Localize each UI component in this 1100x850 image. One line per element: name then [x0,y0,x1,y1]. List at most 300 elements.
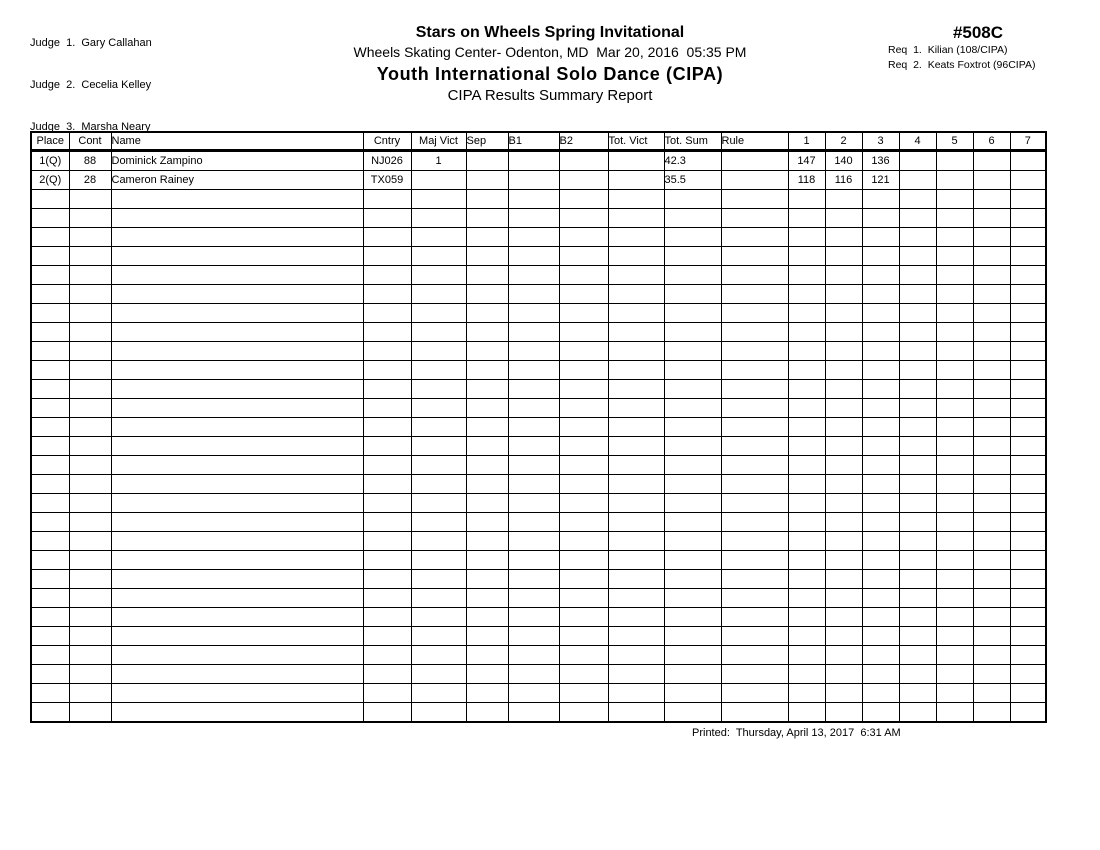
cell-place [31,456,69,475]
cell-cntry: TX059 [363,171,411,190]
cell-cont [69,494,111,513]
table-header-row [31,132,1046,151]
cell-tot_vict [608,608,664,627]
table-row-empty [31,399,1046,418]
cell-j1 [788,209,825,228]
cell-tot_sum [664,247,721,266]
cell-maj_vict [411,399,466,418]
cell-name [111,532,363,551]
requirement-line-2: Req 2. Keats Foxtrot (96CIPA) [888,58,1036,71]
table-row-empty [31,361,1046,380]
cell-maj_vict [411,646,466,665]
cell-b2 [559,380,608,399]
column-header-cntry: Cntry [363,132,411,151]
report-name: CIPA Results Summary Report [447,87,653,104]
column-header-sep: Sep [466,132,508,151]
cell-tot_sum [664,209,721,228]
cell-rule [721,437,788,456]
column-header-maj_vict: Maj Vict [411,132,466,151]
cell-cont [69,627,111,646]
cell-tot_vict [608,437,664,456]
cell-rule [721,456,788,475]
cell-rule [721,151,788,171]
cell-j7 [1010,475,1046,494]
cell-sep [466,627,508,646]
cell-sep [466,570,508,589]
cell-place [31,570,69,589]
table-row-empty [31,665,1046,684]
cell-j5 [936,342,973,361]
cell-j3 [862,247,899,266]
cell-j7 [1010,323,1046,342]
cell-b1 [508,456,559,475]
cell-rule [721,361,788,380]
cell-place: 2(Q) [31,171,69,190]
cell-b2 [559,342,608,361]
cell-j6 [973,608,1010,627]
cell-j6 [973,418,1010,437]
cell-cont [69,551,111,570]
cell-tot_sum [664,456,721,475]
table-row [31,151,1046,171]
cell-j5 [936,266,973,285]
cell-cntry [363,285,411,304]
cell-tot_sum [664,323,721,342]
cell-cntry [363,456,411,475]
cell-j1: 118 [788,171,825,190]
cell-j3 [862,589,899,608]
cell-j1 [788,304,825,323]
cell-place: 1(Q) [31,151,69,171]
cell-j6 [973,665,1010,684]
cell-tot_sum [664,665,721,684]
cell-tot_sum [664,646,721,665]
cell-tot_sum [664,551,721,570]
cell-j3 [862,342,899,361]
table-row-empty [31,494,1046,513]
cell-j6 [973,570,1010,589]
cell-j2 [825,266,862,285]
cell-j7 [1010,532,1046,551]
cell-tot_vict [608,399,664,418]
cell-sep [466,532,508,551]
cell-tot_vict [608,380,664,399]
table-row-empty [31,551,1046,570]
venue-date-line: Wheels Skating Center- Odenton, MD Mar 20, 2016 05:35 PM [353,44,747,60]
cell-tot_sum [664,361,721,380]
cell-maj_vict [411,665,466,684]
cell-j4 [899,684,936,703]
table-row-empty [31,190,1046,209]
cell-b1 [508,342,559,361]
cell-cntry [363,247,411,266]
cell-tot_vict [608,266,664,285]
cell-cntry [363,684,411,703]
cell-j6 [973,171,1010,190]
cell-cont [69,361,111,380]
cell-b1 [508,361,559,380]
cell-cont [69,285,111,304]
cell-place [31,494,69,513]
cell-tot_sum [664,285,721,304]
cell-j3 [862,361,899,380]
cell-b2 [559,399,608,418]
table-row-empty [31,627,1046,646]
cell-maj_vict [411,475,466,494]
cell-maj_vict [411,171,466,190]
cell-j5 [936,570,973,589]
cell-j5 [936,399,973,418]
column-header-j2: 2 [825,132,862,151]
cell-cntry [363,228,411,247]
cell-j1 [788,570,825,589]
cell-sep [466,285,508,304]
cell-b2 [559,323,608,342]
cell-rule [721,475,788,494]
cell-cntry [363,266,411,285]
cell-j3 [862,228,899,247]
cell-j1 [788,285,825,304]
cell-maj_vict [411,532,466,551]
cell-maj_vict [411,418,466,437]
cell-cont [69,684,111,703]
cell-cont [69,190,111,209]
cell-j6 [973,399,1010,418]
cell-j4 [899,190,936,209]
cell-j1 [788,608,825,627]
cell-j7 [1010,399,1046,418]
cell-maj_vict [411,437,466,456]
cell-name [111,627,363,646]
cell-tot_vict [608,209,664,228]
cell-j7 [1010,665,1046,684]
table-row-empty [31,285,1046,304]
cell-j1 [788,342,825,361]
cell-j4 [899,608,936,627]
cell-b2 [559,437,608,456]
cell-b1 [508,570,559,589]
cell-place [31,380,69,399]
cell-name [111,418,363,437]
cell-j3 [862,513,899,532]
cell-cntry [363,703,411,723]
cell-j1 [788,665,825,684]
table-row-empty [31,228,1046,247]
cell-j4 [899,570,936,589]
cell-sep [466,418,508,437]
cell-cntry [363,589,411,608]
cell-name [111,323,363,342]
cell-name [111,380,363,399]
cell-rule [721,266,788,285]
cell-cont [69,228,111,247]
cell-cont [69,456,111,475]
cell-name [111,570,363,589]
cell-j6 [973,646,1010,665]
table-row-empty [31,684,1046,703]
cell-j4 [899,456,936,475]
cell-sep [466,551,508,570]
requirement-line-1: Req 1. Kilian (108/CIPA) [888,44,1008,56]
cell-b2 [559,151,608,171]
cell-cntry [363,304,411,323]
cell-rule [721,494,788,513]
cell-tot_sum [664,608,721,627]
cell-place [31,608,69,627]
cell-rule [721,380,788,399]
cell-cont [69,589,111,608]
column-header-place: Place [31,132,69,151]
cell-b2 [559,475,608,494]
cell-j1 [788,589,825,608]
cell-j3 [862,285,899,304]
cell-j5 [936,285,973,304]
cell-b2 [559,494,608,513]
cell-j1 [788,361,825,380]
cell-tot_sum [664,513,721,532]
event-info-block [888,23,1068,72]
cell-b2 [559,513,608,532]
cell-b2 [559,285,608,304]
cell-j5 [936,323,973,342]
competition-title: Stars on Wheels Spring Invitational [415,24,685,41]
cell-j1 [788,228,825,247]
cell-j1 [788,475,825,494]
cell-j7 [1010,494,1046,513]
event-title: Youth International Solo Dance (CIPA) [376,64,724,84]
cell-j1 [788,494,825,513]
cell-j7 [1010,703,1046,723]
cell-maj_vict [411,209,466,228]
cell-tot_vict [608,646,664,665]
cell-tot_vict [608,570,664,589]
cell-sep [466,399,508,418]
cell-rule [721,342,788,361]
cell-j5 [936,228,973,247]
cell-j5 [936,304,973,323]
cell-b2 [559,247,608,266]
cell-rule [721,323,788,342]
cell-j2 [825,608,862,627]
cell-j7 [1010,570,1046,589]
cell-j6 [973,151,1010,171]
cell-j7 [1010,209,1046,228]
cell-name: Dominick Zampino [111,151,363,171]
cell-cont [69,665,111,684]
cell-j5 [936,646,973,665]
cell-rule [721,418,788,437]
cell-cont [69,342,111,361]
cell-sep [466,247,508,266]
cell-j5 [936,437,973,456]
table-row-empty [31,703,1046,723]
cell-tot_sum [664,228,721,247]
cell-place [31,190,69,209]
column-header-cont: Cont [69,132,111,151]
cell-cont [69,703,111,723]
cell-j3 [862,703,899,723]
cell-tot_vict [608,551,664,570]
cell-j7 [1010,151,1046,171]
cell-b1 [508,551,559,570]
cell-tot_vict [608,703,664,723]
cell-tot_vict [608,304,664,323]
cell-name [111,437,363,456]
cell-j2 [825,684,862,703]
cell-j2 [825,551,862,570]
cell-maj_vict [411,342,466,361]
cell-rule [721,627,788,646]
cell-cntry [363,418,411,437]
table-row-empty [31,342,1046,361]
cell-j5 [936,627,973,646]
cell-cntry [363,342,411,361]
cell-cntry [363,627,411,646]
cell-b2 [559,209,608,228]
cell-cont [69,247,111,266]
cell-place [31,399,69,418]
column-header-j5: 5 [936,132,973,151]
cell-b2 [559,665,608,684]
cell-name [111,608,363,627]
cell-j3 [862,266,899,285]
column-header-j1: 1 [788,132,825,151]
cell-j3 [862,399,899,418]
cell-j7 [1010,456,1046,475]
cell-j4 [899,418,936,437]
cell-cont [69,570,111,589]
cell-j4 [899,475,936,494]
cell-maj_vict [411,361,466,380]
cell-j1 [788,323,825,342]
cell-j1 [788,437,825,456]
cell-b1 [508,437,559,456]
cell-b1 [508,285,559,304]
cell-name [111,361,363,380]
cell-j1 [788,513,825,532]
cell-b2 [559,589,608,608]
cell-place [31,646,69,665]
cell-name [111,703,363,723]
table-row-empty [31,513,1046,532]
cell-tot_vict [608,456,664,475]
cell-j4 [899,209,936,228]
cell-j2 [825,456,862,475]
cell-name [111,684,363,703]
cell-rule [721,304,788,323]
cell-b1 [508,266,559,285]
cell-b1 [508,703,559,723]
cell-b2 [559,304,608,323]
cell-b2 [559,684,608,703]
cell-j1 [788,703,825,723]
table-row-empty [31,532,1046,551]
column-header-b1: B1 [508,132,559,151]
cell-rule [721,684,788,703]
table-row-empty [31,570,1046,589]
column-header-j3: 3 [862,132,899,151]
cell-j2 [825,513,862,532]
cell-sep [466,380,508,399]
cell-j6 [973,532,1010,551]
column-header-j6: 6 [973,132,1010,151]
cell-j5 [936,494,973,513]
cell-j4 [899,532,936,551]
cell-j5 [936,209,973,228]
cell-j6 [973,513,1010,532]
cell-b1 [508,171,559,190]
cell-tot_sum [664,399,721,418]
cell-cntry [363,437,411,456]
cell-j6 [973,456,1010,475]
cell-rule [721,209,788,228]
cell-j7 [1010,304,1046,323]
cell-j2 [825,228,862,247]
cell-b2 [559,551,608,570]
cell-j6 [973,494,1010,513]
cell-maj_vict [411,304,466,323]
cell-sep [466,589,508,608]
cell-j4 [899,380,936,399]
cell-maj_vict [411,703,466,723]
cell-maj_vict [411,285,466,304]
cell-cntry [363,399,411,418]
cell-j7 [1010,627,1046,646]
cell-cont [69,418,111,437]
cell-j3 [862,684,899,703]
cell-j1 [788,380,825,399]
cell-cntry [363,209,411,228]
results-table [30,131,1047,723]
event-number: #508C [952,23,1004,42]
cell-place [31,323,69,342]
cell-b1 [508,190,559,209]
cell-j7 [1010,190,1046,209]
cell-j3 [862,418,899,437]
cell-j3 [862,304,899,323]
cell-cont [69,513,111,532]
cell-j1 [788,646,825,665]
cell-maj_vict [411,228,466,247]
cell-j1 [788,418,825,437]
cell-j3 [862,190,899,209]
cell-tot_sum [664,703,721,723]
cell-j4 [899,494,936,513]
cell-j3 [862,646,899,665]
cell-j5 [936,361,973,380]
cell-tot_vict [608,323,664,342]
cell-b1 [508,380,559,399]
cell-j4 [899,703,936,723]
cell-tot_sum [664,589,721,608]
cell-j4 [899,151,936,171]
cell-j3 [862,456,899,475]
cell-name [111,304,363,323]
cell-tot_sum: 42.3 [664,151,721,171]
cell-cont [69,475,111,494]
cell-j6 [973,361,1010,380]
cell-maj_vict [411,570,466,589]
cell-name [111,228,363,247]
cell-place [31,304,69,323]
cell-b2 [559,228,608,247]
cell-j2 [825,665,862,684]
cell-b1 [508,646,559,665]
table-row-empty [31,266,1046,285]
cell-maj_vict [411,589,466,608]
cell-b2 [559,703,608,723]
cell-j5 [936,475,973,494]
